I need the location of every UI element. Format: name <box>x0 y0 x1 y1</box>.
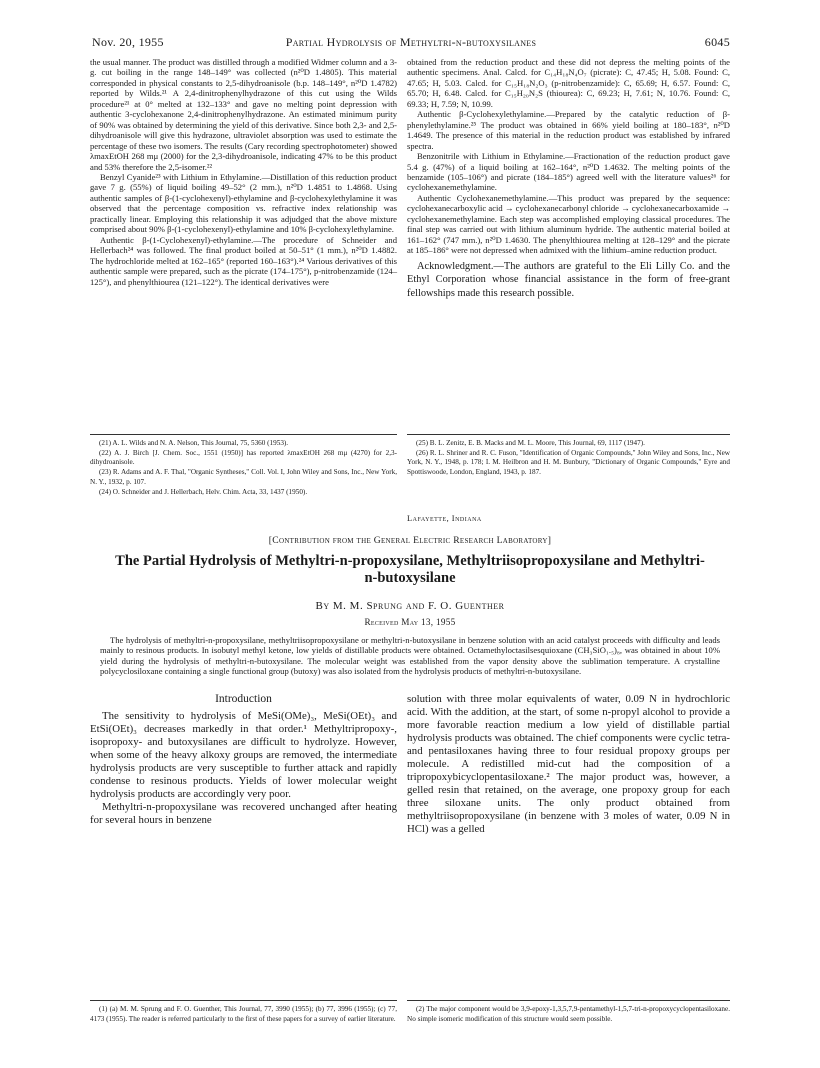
section-heading: Introduction <box>215 693 272 705</box>
acknowledgment: Acknowledgment.—The authors are grateful to the Eli Lilly Co. and the Ethyl Corporation whose financial assistance in the form of free-grant fellowships made this research possible. <box>407 260 730 299</box>
issue-date: Nov. 20, 1955 <box>92 35 164 49</box>
paragraph: the usual manner. The product was distilled through a modified Widmer column and a 3-g. cut boiling in the range 148–149° was collected (n²⁰D 1.4805). This material corresponded in physical constants to 2,5-dihydroanisole (b.p. 148–149°, n²⁰D 1.4782) reported by Wilds.²¹ A 2,4-dinitrophenylhydrazone of this cut using the Wilds procedure²¹ at 0° melted at 132–133° and gave no melting point depression with authentic 3-cyclohexanone 2,4-dinitrophenylhydrazone. An estimated minimum purity of 90% was obtained by determining the yield of this derivative. Since both 2,3- and 2,5-dihydroanisole will give this hydrazone, ultraviolet absorption was used to estimate the percentage of these two isomers. The results (Cary recording spectrophotometer) showed λmaxEtOH 268 mμ (2000) for the 2,3-dihydroanisole, indicating 47% to be this product and 53% therefore the 2,5-isomer.²² <box>90 57 397 172</box>
footnote: (23) R. Adams and A. F. Thal, "Organic Syntheses," Coll. Vol. I, John Wiley and Sons, Inc., New York, N. Y., 1932, p. 107. <box>90 468 397 486</box>
paragraph: Benzonitrile with Lithium in Ethylamine.—Fractionation of the reduction product gave 5.4 g. (47%) of a liquid boiling at 162–164°, n²⁰D 1.4632. The melting points of the benzamide (105–106°) and picrate (184–185°) agreed well with the literature values²⁶ for cyclohexanemethylamine. <box>407 151 730 193</box>
abstract: The hydrolysis of methyltri-n-propoxysilane, methyltriisopropoxysilane or methyltri-n-butoxysilane in benzene solution with an acid catalyst proceeds with difficulty and leads mainly to resinous products. In isobutyl methyl ketone, low yields of distillable products were obtained. Octamethyloctasilsesquioxane (CH₃SiO₁.₅)₈, was obtained in about 10% yield during the hydrolysis of methyltri-n-butoxysilane. The molecular weight was established from the vapor density above the sublimation temperature. A crystalline polycyclosiloxane containing a single functional group (butoxy) was also isolated from the hydrolysis products of methyltri-n-butoxysilane. <box>100 635 720 677</box>
paragraph: Authentic Cyclohexanemethylamine.—This product was prepared by the sequence: cyclohexanecarboxylic acid → cyclohexanecarbonyl chloride → cyclohexanecarboxamide → cyclohexanemethylamine. Each step was accomplished employing classical procedures. The final step was carried out with lithium aluminum hydride. The authentic material boiled at 161–162° (747 mm.), n²⁰D 1.4630. The phenylthiourea melting at 128–129° and the picrate at 185–186° were not depressed when admixed with the lithium–amine reduction product. <box>407 192 730 256</box>
page-number: 6045 <box>704 35 730 49</box>
paragraph: obtained from the reduction product and these did not depress the melting points of the authentic specimens. Anal. Calcd. for C₁₄H₁₈N₄O₇ (picrate): C, 47.45; H, 5.08. Found: C, 47.65; H, 5.03. Calcd. for C₁₅H₁₈N₂O₃ (p-nitrobenzamide): C, 65.69; H, 6.57. Found: C, 65.70; H, 6.48. Calcd. for C₁₅H₂₀N₂S (thiourea): C, 69.23; H, 7.61; N, 10.76. Found: C, 69.33; H, 7.59; N, 10.99. <box>407 57 730 109</box>
intro-left-column <box>90 710 397 827</box>
intro-right-column <box>407 693 730 837</box>
received-date: Received May 13, 1955 <box>364 617 456 627</box>
paragraph: Authentic β-(1-Cyclohexenyl)-ethylamine.—The procedure of Schneider and Hellerbach²⁴ was followed. The final product boiled at 50–51° (1 mm.), n²⁰D 1.4882. The hydrochloride melted at 162–165° (reported 160–163°).²⁴ Various derivatives of this authentic sample were prepared, such as the picrate (174–175°), p-nitrobenzamide (124–125°), and phenylthiourea (121–122°). The identical derivatives were <box>90 234 397 287</box>
paragraph: Authentic β-Cyclohexylethylamine.—Prepared by the catalytic reduction of β-phenylethylamine.²⁵ The product was obtained in 66% yield boiling at 180–183°, n²⁰D 1.4649. The presence of this material in the reduction product was established by infrared spectra. <box>407 109 730 151</box>
footnotes-right <box>407 439 730 478</box>
right-column <box>407 57 730 300</box>
footnote: (22) A. J. Birch [J. Chem. Soc., 1551 (1950)] has reported λmaxEtOH 268 mμ (4270) for 2,3-dihydroanisole. <box>90 448 397 467</box>
left-column <box>90 57 397 287</box>
article-title: The Partial Hydrolysis of Methyltri-n-propoxysilane, Methyltriisopropoxysilane and Methyltri-n-butoxysilane <box>115 553 705 586</box>
footnote-rule <box>90 434 397 435</box>
footnote-bottom-right <box>407 1005 730 1024</box>
footnotes-left <box>90 439 397 497</box>
paragraph: Methyltri-n-propoxysilane was recovered unchanged after heating for several hours in benzene <box>90 801 397 827</box>
running-title: Partial Hydrolysis of Methyltri-n-butoxysilanes <box>285 35 537 49</box>
paragraph: Benzyl Cyanide²³ with Lithium in Ethylamine.—Distillation of this reduction product gave 7 g. (55%) of liquid boiling 49–52° (2 mm.), n²⁰D 1.4851 to 1.4868. Using authentic samples of β-(1-cyclohexenyl)-ethylamine and β-cyclohexylethylamine it was observed that the percentage composition vs. refractive index relationship was practically linear. Employing this relationship it was adjudged that the above mixture comprised about 90% β-(1-cyclohexenyl)-ethylamine and 10% β-cyclohexylethylamine. <box>90 171 397 235</box>
footnote-rule <box>407 434 730 435</box>
paragraph: solution with three molar equivalents of water, 0.09 N in hydrochloric acid. With the addition, at the start, of some n-propyl alcohol to provide a more favorable reaction medium a low yield of distillable partial hydrolysis products was obtained. The chief components were cyclic tetra- and pentasiloxanes having three to four residual propoxy groups per molecule. A redistilled mid-cut had the composition of a tripropoxybicyclopentasiloxane.² The major product was, however, a gelled resin that retained, on the average, one propoxy group for each three siloxane units. The only product obtained from methyltriisopropoxysilane (in benzene with 3 moles of water, 0.09 N in HCl) was a gelled <box>407 693 731 836</box>
contribution-line: [Contribution from the General Electric Research Laboratory] <box>268 535 552 546</box>
footnote: (2) The major component would be 3,9-epoxy-1,3,5,7,9-pentamethyl-1,5,7-tri-n-propoxycyclopentasiloxane. No simple isomeric modification of this structure would seem possible. <box>407 1005 730 1023</box>
authors: By M. M. Sprung and F. O. Guenther <box>315 600 505 612</box>
footnote: (21) A. L. Wilds and N. A. Nelson, This Journal, 75, 5360 (1953). <box>99 439 289 447</box>
location: Lafayette, Indiana <box>407 514 482 523</box>
footnote: (26) R. L. Shriner and R. C. Fuson, "Identification of Organic Compounds," John Wiley and Sons, Inc., New York, N. Y., 1948, p. 178; I. M. Heilbron and H. M. Bunbury, "Dictionary of Organic Compounds," Eyre and Spottiswoode, London, England, 1943, p. 187. <box>407 448 730 477</box>
footnote: (1) (a) M. M. Sprung and F. O. Guenther, This Journal, 77, 3990 (1955); (b) 77, 3996 (1955); (c) 77, 4173 (1955). The reader is referred particularly to the first of these papers for a survey of earlier literature. <box>90 1005 397 1023</box>
footnote-rule <box>407 1000 730 1001</box>
footnote: (25) B. L. Zenitz, E. B. Macks and M. L. Moore, This Journal, 69, 1117 (1947). <box>416 439 645 447</box>
footnote-rule <box>90 1000 397 1001</box>
footnote: (24) O. Schneider and J. Hellerbach, Helv. Chim. Acta, 33, 1437 (1950). <box>99 487 308 496</box>
page-header <box>92 35 730 51</box>
footnote-bottom-left <box>90 1005 397 1024</box>
paragraph: The sensitivity to hydrolysis of MeSi(OMe)₃, MeSi(OEt)₃ and EtSi(OEt)₃ decreases markedly in that order.¹ Methyltripropoxy-, isopropoxy- and butoxysilanes are difficult to hydrolyze. However, when some of the heavy alkoxy groups are removed, the intermediate hydrolysis products are very susceptible to further attack and rapidly condense to resinous products. Yields of lower molecular weight hydrolysis products are accordingly very poor. <box>90 710 397 801</box>
